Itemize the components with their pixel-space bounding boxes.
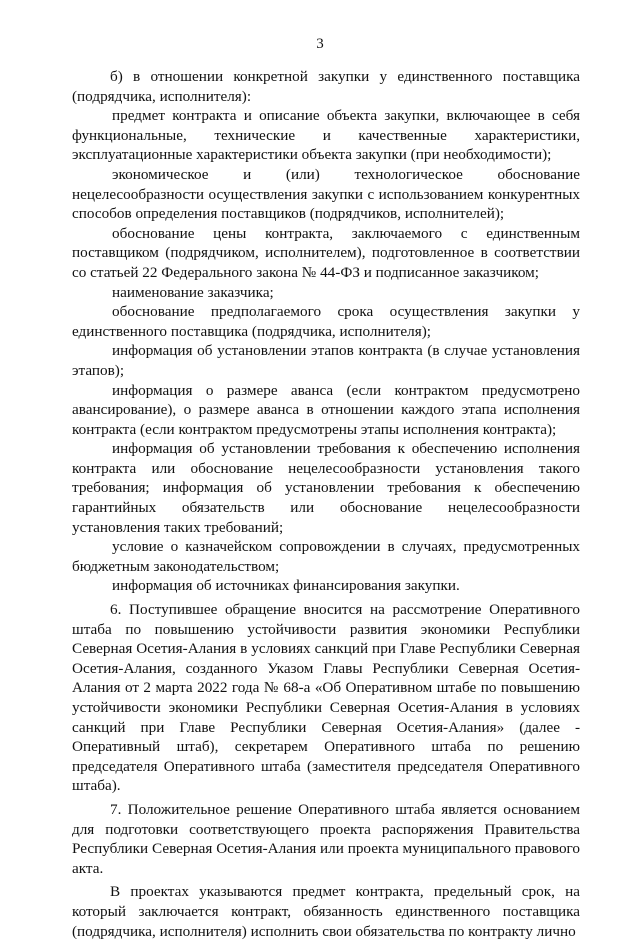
paragraph-item-7: 7. Положительное решение Оперативного штаба является основанием для подготовки соответствующего проекта распоряжения Правительства Республики Северная Осетия-Алания или проекта муниципального правового акта.	[72, 800, 580, 877]
paragraph-term-justification: обоснование предполагаемого срока осуществления закупки у единственного поставщика (подрядчика, исполнителя);	[72, 303, 580, 340]
paragraph-contract-subject: предмет контракта и описание объекта закупки, включающее в себя функциональные, технические и качественные характеристики, эксплуатационные характеристики объекта закупки (при необходимости);	[72, 107, 580, 164]
paragraph-economic-justification: экономическое и (или) технологическое обоснование нецелесообразности осуществления закупки с использованием конкурентных способов определения поставщиков (подрядчиков, исполнителей);	[72, 165, 580, 223]
paragraph-contract-stages: информация об установлении этапов контракта (в случае установления этапов);	[72, 342, 580, 379]
paragraph-draft-contents: В проектах указываются предмет контракта, предельный срок, на который заключается контракт, обязанность единственного поставщика (подрядчика, исполнителя) исполнить свои обязательства по контракту лично	[72, 883, 580, 940]
paragraph-procurement-single-supplier: б) в отношении конкретной закупки у единственного поставщика (подрядчика, исполнителя):	[72, 68, 580, 105]
paragraph-funding-sources: информация об источниках финансирования закупки.	[112, 577, 460, 595]
paragraph-treasury-support: условие о казначейском сопровождении в случаях, предусмотренных бюджетным законодательством;	[72, 538, 580, 575]
document-body	[72, 67, 580, 941]
page-number: 3	[316, 36, 324, 52]
paragraph-advance-payment: информация о размере аванса (если контрактом предусмотрено авансирование), о размере аванса в отношении каждого этапа исполнения контракта (если контрактом предусмотрены этапы исполнения контракта);	[72, 381, 580, 438]
paragraph-customer-name: наименование заказчика;	[112, 283, 274, 301]
paragraph-price-justification: обоснование цены контракта, заключаемого с единственным поставщиком (подрядчиком, исполнителем), подготовленное в соответствии со статьей 22 Федерального закона № 44-ФЗ и подписанное заказчиком;	[72, 224, 580, 281]
paragraph-performance-security: информация об установлении требования к обеспечению исполнения контракта или обоснование нецелесообразности установления такого требования; информация об установлении требования к обеспечению гарантийных обязательств или обоснование нецелесообразности установления таких требований;	[72, 440, 580, 536]
paragraph-item-6: 6. Поступившее обращение вносится на рассмотрение Оперативного штаба по повышению устойчивости развития экономики Республики Северная Осетия-Алания в условиях санкций при Главе Республики Северная Осетия-Алания, созданного Указом Главы Республики Северная Осетия-Алания от 2 марта 2022 года № 68-а «Об Оперативном штабе по повышению устойчивости экономики Республики Северная Осетия-Алания в условиях санкций при Главе Республики Северная Осетия-Алания» (далее - Оперативный штаб), секретарем Оперативного штаба по решению председателя Оперативного штаба (заместителя председателя Оперативного штаба).	[72, 601, 580, 795]
